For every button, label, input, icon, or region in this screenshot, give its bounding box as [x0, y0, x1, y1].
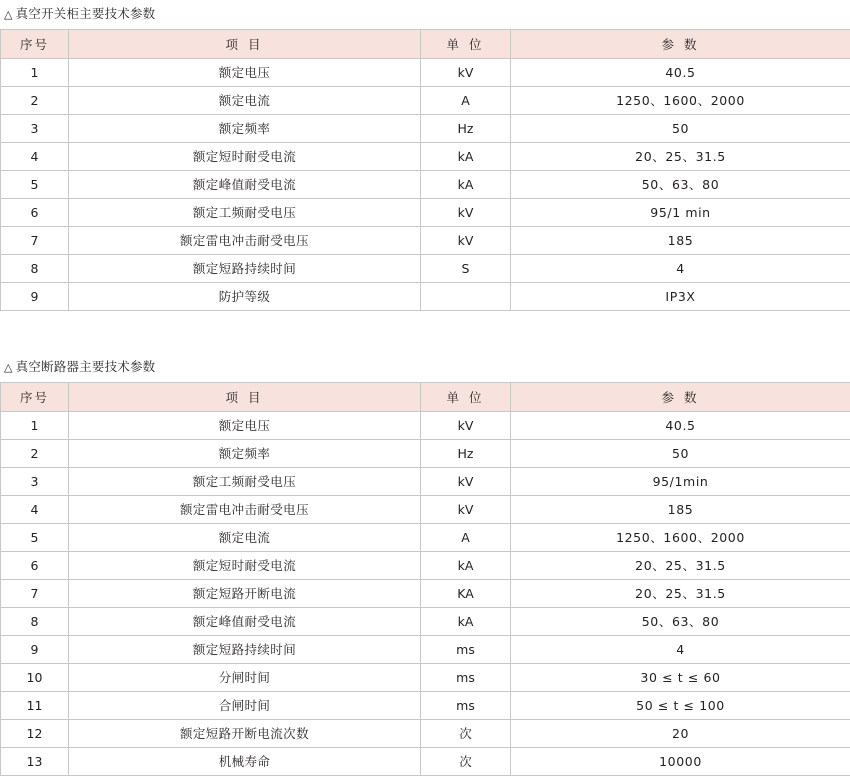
table-row: [1, 59, 850, 87]
table-row: [1, 552, 850, 580]
table-row: [1, 412, 850, 440]
table-header-row: [1, 30, 850, 59]
cell-index: 12: [1, 720, 69, 748]
cell-index: 3: [1, 115, 69, 143]
cell-value: 1250、1600、2000: [511, 87, 850, 115]
cell-item: 额定电压: [69, 412, 421, 440]
cell-unit: Hz: [421, 440, 511, 468]
table-row: [1, 496, 850, 524]
cell-index: 9: [1, 636, 69, 664]
cell-index: 7: [1, 580, 69, 608]
cell-item: 防护等级: [69, 283, 421, 311]
cell-unit: kV: [421, 496, 511, 524]
cell-unit: kV: [421, 412, 511, 440]
cell-index: 4: [1, 143, 69, 171]
section-title-text: 真空开关柜主要技术参数: [15, 6, 156, 21]
cell-index: 2: [1, 440, 69, 468]
cell-item: 额定电压: [69, 59, 421, 87]
table-row: [1, 636, 850, 664]
cell-unit: kA: [421, 171, 511, 199]
cell-index: 6: [1, 552, 69, 580]
cell-unit: [421, 283, 511, 311]
table-row: [1, 143, 850, 171]
cell-index: 2: [1, 87, 69, 115]
cell-value: 20、25、31.5: [511, 580, 850, 608]
table-row: [1, 720, 850, 748]
section-title-switchgear: [0, 6, 850, 29]
cell-item: 额定短路持续时间: [69, 636, 421, 664]
cell-item: 额定工频耐受电压: [69, 468, 421, 496]
cell-unit: KA: [421, 580, 511, 608]
cell-unit: kA: [421, 608, 511, 636]
spec-table-switchgear: [0, 29, 850, 311]
cell-index: 5: [1, 171, 69, 199]
column-header-item: 项 目: [69, 383, 421, 412]
table-row: [1, 87, 850, 115]
cell-unit: kV: [421, 468, 511, 496]
cell-value: 30 ≤ t ≤ 60: [511, 664, 850, 692]
column-header-unit: 单 位: [421, 30, 511, 59]
spec-table-breaker: [0, 382, 850, 776]
cell-value: 40.5: [511, 59, 850, 87]
cell-unit: ms: [421, 692, 511, 720]
cell-value: 185: [511, 227, 850, 255]
cell-item: 额定短路持续时间: [69, 255, 421, 283]
section-spacer: [0, 311, 850, 359]
cell-value: 1250、1600、2000: [511, 524, 850, 552]
table-row: [1, 608, 850, 636]
cell-item: 额定短路开断电流: [69, 580, 421, 608]
cell-value: 50: [511, 115, 850, 143]
section-title-breaker: [0, 359, 850, 382]
section-title-text: 真空断路器主要技术参数: [15, 359, 156, 374]
triangle-icon: △: [4, 8, 13, 21]
cell-item: 额定峰值耐受电流: [69, 171, 421, 199]
cell-item: 额定频率: [69, 115, 421, 143]
cell-index: 8: [1, 608, 69, 636]
cell-item: 额定工频耐受电压: [69, 199, 421, 227]
cell-index: 7: [1, 227, 69, 255]
cell-item: 额定短时耐受电流: [69, 552, 421, 580]
cell-item: 合闸时间: [69, 692, 421, 720]
cell-value: 50、63、80: [511, 171, 850, 199]
cell-value: 10000: [511, 748, 850, 776]
cell-item: 机械寿命: [69, 748, 421, 776]
cell-item: 额定短时耐受电流: [69, 143, 421, 171]
cell-value: 4: [511, 255, 850, 283]
cell-item: 额定电流: [69, 87, 421, 115]
cell-index: 13: [1, 748, 69, 776]
cell-unit: S: [421, 255, 511, 283]
cell-value: 50、63、80: [511, 608, 850, 636]
cell-unit: kV: [421, 59, 511, 87]
cell-value: 4: [511, 636, 850, 664]
column-header-value: 参 数: [511, 383, 850, 412]
column-header-value: 参 数: [511, 30, 850, 59]
triangle-icon: △: [4, 361, 13, 374]
table-row: [1, 115, 850, 143]
cell-unit: A: [421, 87, 511, 115]
cell-value: 95/1 min: [511, 199, 850, 227]
cell-index: 1: [1, 59, 69, 87]
cell-item: 分闸时间: [69, 664, 421, 692]
cell-index: 9: [1, 283, 69, 311]
table-row: [1, 580, 850, 608]
table-row: [1, 664, 850, 692]
cell-item: 额定峰值耐受电流: [69, 608, 421, 636]
cell-index: 10: [1, 664, 69, 692]
cell-item: 额定短路开断电流次数: [69, 720, 421, 748]
cell-index: 5: [1, 524, 69, 552]
cell-unit: kA: [421, 143, 511, 171]
table-row: [1, 255, 850, 283]
cell-value: 20: [511, 720, 850, 748]
cell-index: 1: [1, 412, 69, 440]
table-row: [1, 171, 850, 199]
cell-value: 185: [511, 496, 850, 524]
section-breaker: [0, 359, 850, 776]
cell-item: 额定雷电冲击耐受电压: [69, 227, 421, 255]
table-header-row: [1, 383, 850, 412]
cell-index: 11: [1, 692, 69, 720]
cell-unit: ms: [421, 636, 511, 664]
column-header-index: 序号: [1, 383, 69, 412]
cell-unit: A: [421, 524, 511, 552]
cell-index: 6: [1, 199, 69, 227]
table-row: [1, 748, 850, 776]
column-header-index: 序号: [1, 30, 69, 59]
table-row: [1, 692, 850, 720]
cell-item: 额定频率: [69, 440, 421, 468]
cell-index: 8: [1, 255, 69, 283]
cell-value: 50 ≤ t ≤ 100: [511, 692, 850, 720]
table-row: [1, 199, 850, 227]
cell-item: 额定电流: [69, 524, 421, 552]
table-row: [1, 283, 850, 311]
cell-unit: 次: [421, 720, 511, 748]
cell-index: 3: [1, 468, 69, 496]
table-row: [1, 524, 850, 552]
column-header-item: 项 目: [69, 30, 421, 59]
cell-unit: kV: [421, 199, 511, 227]
cell-value: 40.5: [511, 412, 850, 440]
table-row: [1, 227, 850, 255]
cell-item: 额定雷电冲击耐受电压: [69, 496, 421, 524]
cell-unit: ms: [421, 664, 511, 692]
cell-index: 4: [1, 496, 69, 524]
cell-value: 95/1min: [511, 468, 850, 496]
cell-unit: kV: [421, 227, 511, 255]
cell-value: 50: [511, 440, 850, 468]
cell-value: 20、25、31.5: [511, 552, 850, 580]
section-switchgear: [0, 6, 850, 311]
cell-unit: Hz: [421, 115, 511, 143]
column-header-unit: 单 位: [421, 383, 511, 412]
table-row: [1, 468, 850, 496]
cell-unit: 次: [421, 748, 511, 776]
cell-value: IP3X: [511, 283, 850, 311]
cell-unit: kA: [421, 552, 511, 580]
cell-value: 20、25、31.5: [511, 143, 850, 171]
table-row: [1, 440, 850, 468]
